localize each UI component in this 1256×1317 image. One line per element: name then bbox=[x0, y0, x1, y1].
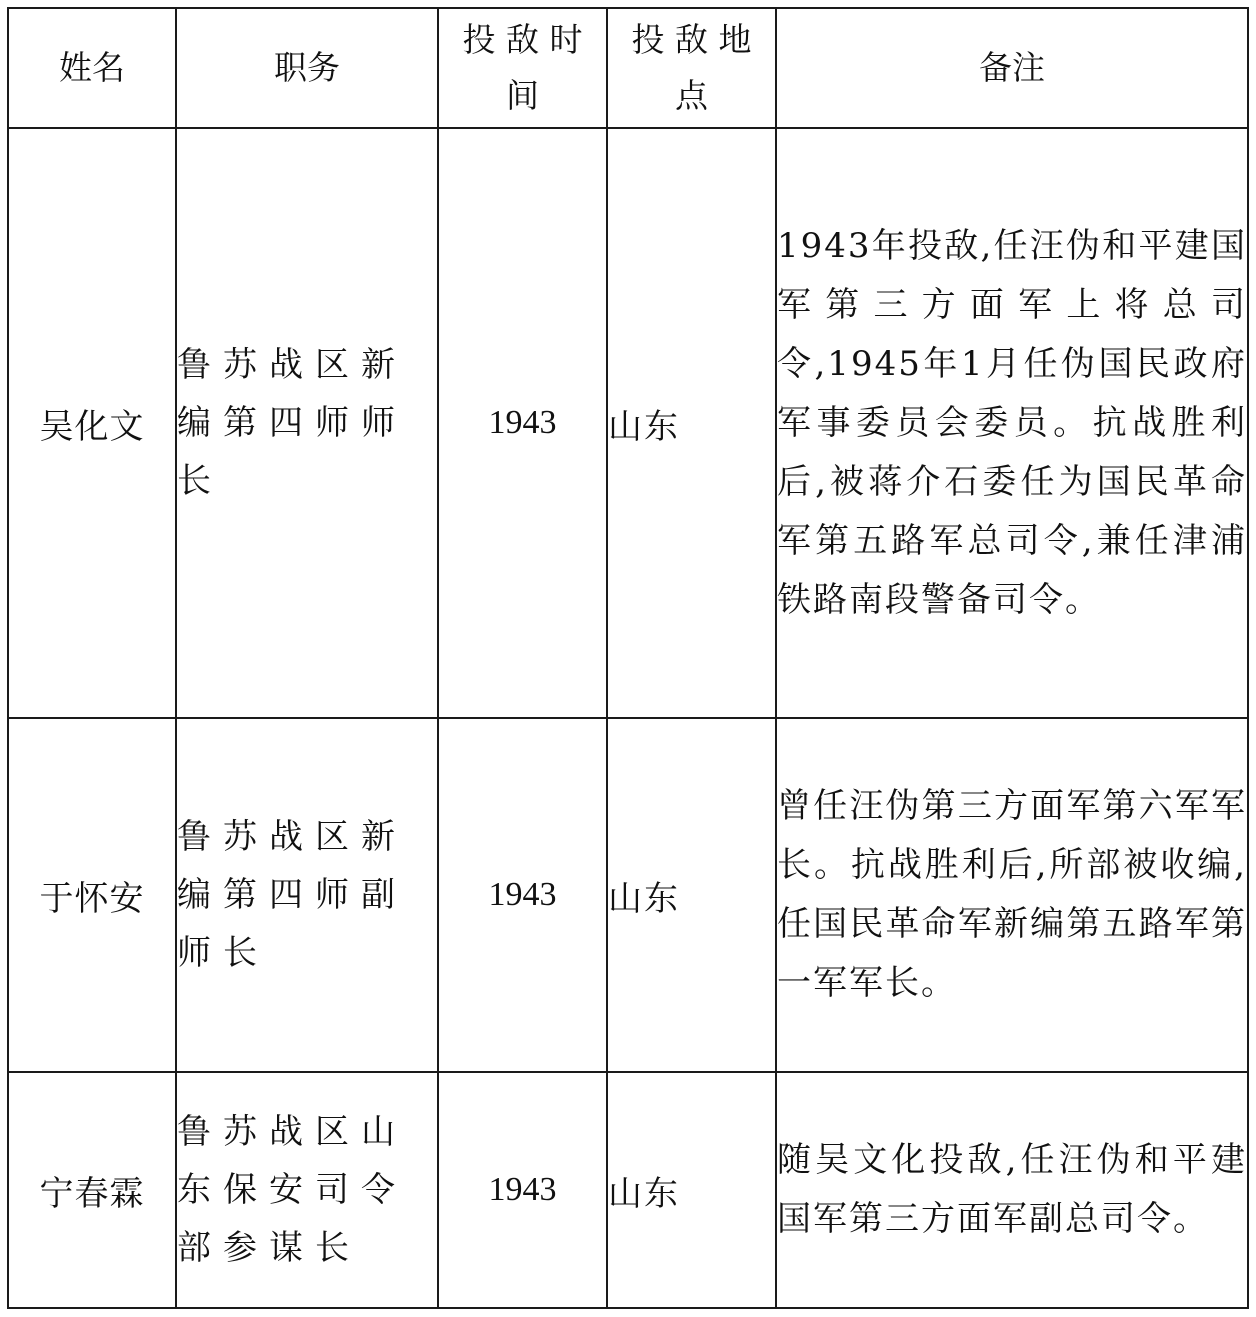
header-post: 职务 bbox=[176, 8, 438, 128]
cell-name: 吴化文 bbox=[8, 128, 176, 718]
cell-note: 曾任汪伪第三方面军第六军军长。抗战胜利后,所部被收编,任国民革命军新编第五路军第一军军长。 bbox=[776, 718, 1248, 1072]
header-time bbox=[438, 8, 607, 128]
cell-place: 山东 bbox=[607, 128, 776, 718]
table-row bbox=[8, 128, 1248, 718]
header-note: 备注 bbox=[776, 8, 1248, 128]
cell-note: 随吴文化投敌,任汪伪和平建国军第三方面军副总司令。 bbox=[776, 1072, 1248, 1308]
header-time-line1: 投 敌 时 bbox=[462, 20, 583, 59]
header-place-line1: 投 敌 地 bbox=[631, 20, 752, 59]
header-time-line2: 间 bbox=[506, 76, 539, 115]
table-header-row bbox=[8, 8, 1248, 128]
cell-post: 鲁苏战区新编第四师师长 bbox=[176, 128, 438, 718]
defector-table bbox=[7, 7, 1249, 1309]
cell-post: 鲁苏战区山东保安司令部参谋长 bbox=[176, 1072, 438, 1308]
cell-place: 山东 bbox=[607, 718, 776, 1072]
table-row bbox=[8, 1072, 1248, 1308]
cell-name: 于怀安 bbox=[8, 718, 176, 1072]
cell-year: 1943 bbox=[438, 718, 607, 1072]
table-row bbox=[8, 718, 1248, 1072]
cell-name: 宁春霖 bbox=[8, 1072, 176, 1308]
cell-place: 山东 bbox=[607, 1072, 776, 1308]
cell-post: 鲁苏战区新编第四师副师长 bbox=[176, 718, 438, 1072]
header-place-line2: 点 bbox=[675, 76, 708, 115]
cell-year: 1943 bbox=[438, 1072, 607, 1308]
header-name: 姓名 bbox=[8, 8, 176, 128]
cell-note: 1943年投敌,任汪伪和平建国军第三方面军上将总司令,1945年1月任伪国民政府军事委员会委员。抗战胜利后,被蒋介石委任为国民革命军第五路军总司令,兼任津浦铁路南段警备司令。 bbox=[776, 128, 1248, 718]
cell-year: 1943 bbox=[438, 128, 607, 718]
header-place bbox=[607, 8, 776, 128]
